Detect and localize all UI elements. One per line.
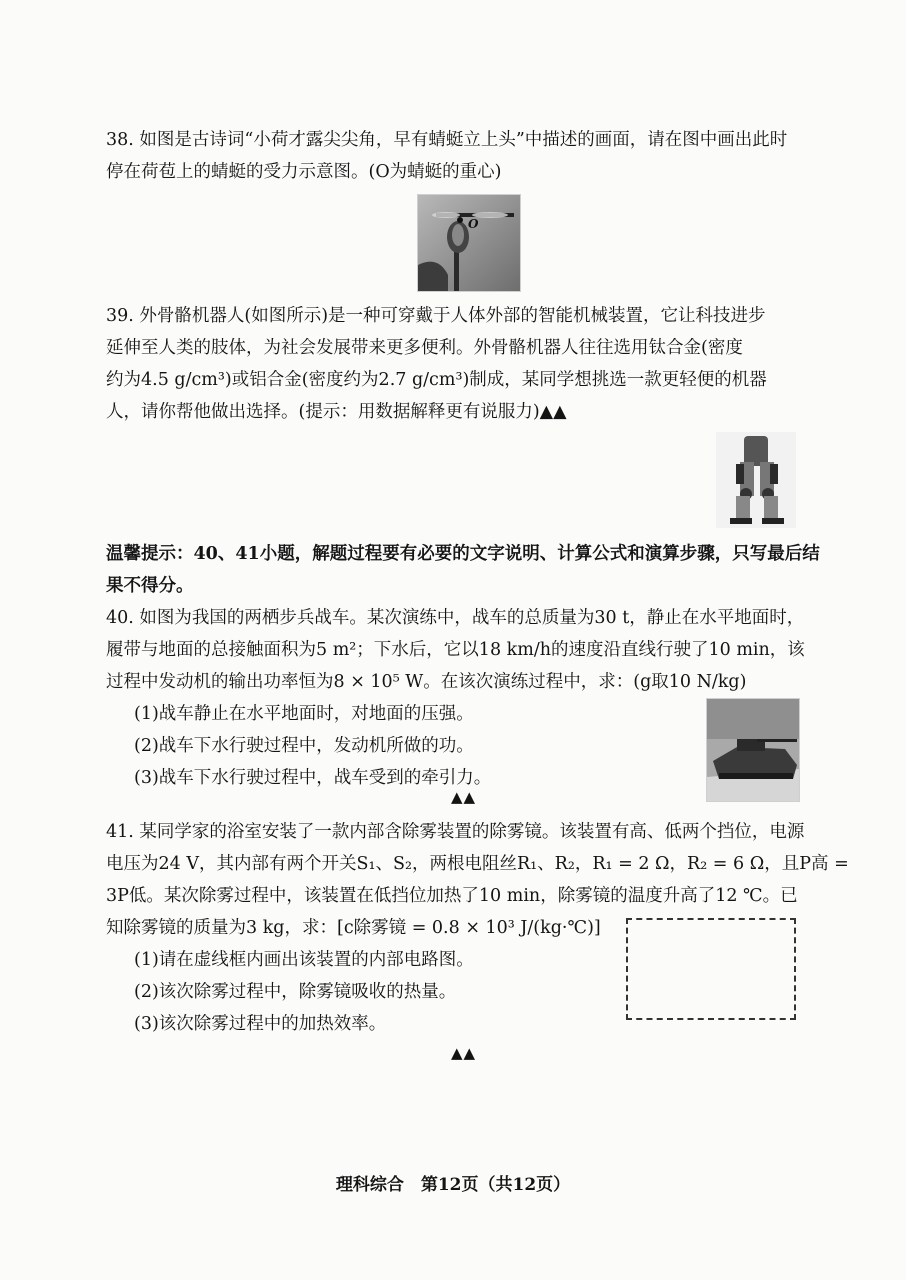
- exoskeleton-robot-image: [716, 432, 796, 528]
- page-footer: 理科综合 第12页（共12页）: [335, 1175, 571, 1195]
- q41-sub-1: (1)请在虚线框内画出该装置的内部电路图。: [134, 950, 474, 970]
- q41-sub-2: (2)该次除雾过程中，除雾镜吸收的热量。: [134, 982, 457, 1002]
- q40-sub-1: (1)战车静止在水平地面时，对地面的压强。: [134, 704, 474, 724]
- q41-line-1: 41. 某同学家的浴室安装了一款内部含除雾装置的除雾镜。该装置有高、低两个挡位，电源: [106, 822, 805, 842]
- q39-line-1: 39. 外骨骼机器人(如图所示)是一种可穿戴于人体外部的智能机械装置，它让科技进步: [106, 306, 766, 326]
- dragonfly-lotus-illustration: [418, 195, 520, 291]
- q38-line-2: 停在荷苞上的蜻蜓的受力示意图。(O为蜻蜓的重心): [106, 162, 502, 182]
- q41-line-3: 3P低。某次除雾过程中，该装置在低挡位加热了10 min，除雾镜的温度升高了12 ℃。已: [106, 886, 798, 906]
- q41-sub-3: (3)该次除雾过程中的加热效率。: [134, 1014, 387, 1034]
- q39-line-2: 延伸至人类的肢体，为社会发展带来更多便利。外骨骼机器人往往选用钛合金(密度: [106, 338, 743, 358]
- q40-answer-marks: ▲▲: [451, 788, 477, 806]
- center-of-gravity-label: O: [468, 217, 479, 231]
- q39-line-4: 人，请你帮他做出选择。(提示：用数据解释更有说服力)▲▲: [106, 402, 567, 422]
- circuit-drawing-box[interactable]: [626, 918, 796, 1020]
- q40-line-2: 履带与地面的总接触面积为5 m²；下水后，它以18 km/h的速度沿直线行驶了10 min，该: [106, 640, 805, 660]
- tip-line-1: 温馨提示：40、41小题，解题过程要有必要的文字说明、计算公式和演算步骤，只写最后结: [106, 544, 820, 564]
- dragonfly-lotus-image: [417, 194, 521, 292]
- amphibious-vehicle-image: [706, 698, 800, 802]
- q40-line-1: 40. 如图为我国的两栖步兵战车。某次演练中，战车的总质量为30 t，静止在水平地面时，: [106, 608, 805, 628]
- tip-line-2: 果不得分。: [106, 576, 194, 596]
- exoskeleton-illustration: [716, 432, 796, 528]
- amphibious-vehicle-illustration: [707, 699, 799, 801]
- q40-line-3: 过程中发动机的输出功率恒为8 × 10⁵ W。在该次演练过程中，求：(g取10 N/kg): [106, 672, 747, 692]
- q41-line-2: 电压为24 V，其内部有两个开关S₁、S₂，两根电阻丝R₁、R₂，R₁ = 2 Ω，R₂ = 6 Ω，且P高 =: [106, 854, 849, 874]
- q40-sub-3: (3)战车下水行驶过程中，战车受到的牵引力。: [134, 768, 492, 788]
- q40-sub-2: (2)战车下水行驶过程中，发动机所做的功。: [134, 736, 474, 756]
- q38-line-1: 38. 如图是古诗词“小荷才露尖尖角，早有蜻蜓立上头”中描述的画面，请在图中画出此时: [106, 130, 788, 150]
- q41-answer-marks: ▲▲: [451, 1044, 477, 1062]
- q41-line-4: 知除雾镜的质量为3 kg，求：[c除雾镜 = 0.8 × 10³ J/(kg·℃)]: [106, 918, 601, 938]
- q39-line-3: 约为4.5 g/cm³)或铝合金(密度约为2.7 g/cm³)制成，某同学想挑选一款更轻便的机器: [106, 370, 767, 390]
